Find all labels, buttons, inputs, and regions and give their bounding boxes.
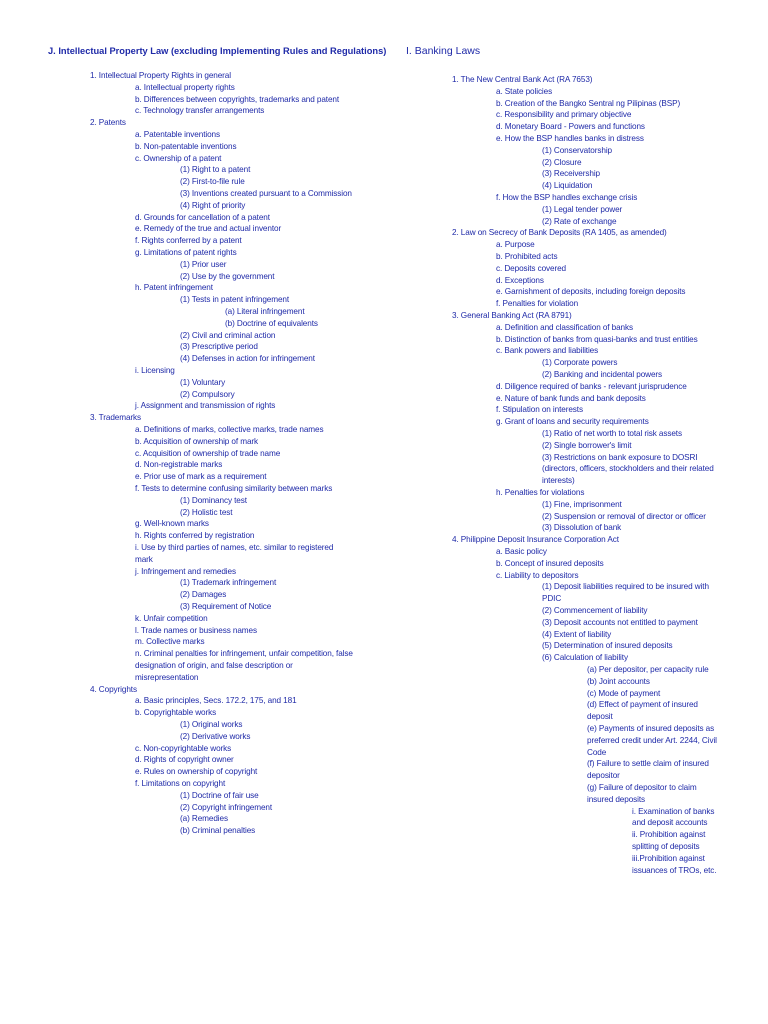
right-outline-line: h. Penalties for violations — [496, 488, 585, 497]
right-outline-line: e. Garnishment of deposits, including foreign deposits — [496, 287, 686, 297]
left-outline-line: b. Differences between copyrights, trademarks and patent — [135, 94, 340, 104]
right-outline-line: (4) Liquidation — [542, 181, 593, 191]
right-outline-line: a. Basic policy — [496, 547, 547, 556]
right-outline-line: interests) — [542, 476, 575, 486]
right-outline-line: (1) Corporate powers — [542, 358, 618, 368]
right-outline-line: (1) Fine, imprisonment — [542, 499, 622, 509]
left-outline-line: b. Acquisition of ownership of mark — [135, 436, 259, 446]
left-outline-line: h. Patent infringement — [135, 283, 213, 293]
left-outline-line: 4. Copyrights — [90, 684, 137, 694]
left-outline-line: e. Rules on ownership of copyright — [135, 767, 258, 777]
left-outline-line: (1) Prior user — [180, 259, 227, 269]
left-outline-line: b. Non-patentable inventions — [135, 141, 237, 151]
left-outline-line: a. Definitions of marks, collective marks, trade names — [135, 425, 324, 434]
right-outline-line: b. Creation of the Bangko Sentral ng Pilipinas (BSP) — [496, 98, 681, 108]
right-outline-line: (6) Calculation of liability — [542, 653, 628, 663]
left-outline-line: (2) Compulsory — [180, 389, 235, 399]
right-outline-line: (2) Suspension or removal of director or officer — [542, 511, 706, 521]
right-outline-line: and deposit accounts — [632, 818, 708, 828]
right-outline-line: c. Responsibility and primary objective — [496, 110, 632, 120]
left-outline-line: f. Rights conferred by a patent — [135, 236, 242, 246]
right-outline-line: (a) Per depositor, per capacity rule — [587, 665, 709, 674]
right-outline-line: depositor — [587, 771, 620, 781]
right-outline-line: splitting of deposits — [632, 842, 700, 851]
left-outline-line: (4) Defenses in action for infringement — [180, 354, 315, 364]
left-outline-line: a. Intellectual property rights — [135, 82, 235, 92]
left-outline-line: (2) Derivative works — [180, 731, 251, 741]
right-outline-line: c. Deposits covered — [496, 263, 567, 273]
left-outline-line: designation of origin, and false description or — [135, 661, 293, 670]
right-outline-line: deposit — [587, 712, 613, 722]
left-outline-line: (b) Criminal penalties — [180, 826, 256, 836]
left-outline-line: (2) Copyright infringement — [180, 802, 273, 812]
left-outline-line: (2) Civil and criminal action — [180, 330, 276, 340]
left-outline-line: (1) Dominancy test — [180, 495, 247, 505]
left-outline-line: (b) Doctrine of equivalents — [225, 318, 318, 328]
right-outline-line: 1. The New Central Bank Act (RA 7653) — [452, 75, 593, 84]
left-outline-line: misrepresentation — [135, 672, 199, 682]
left-outline-line: f. Tests to determine confusing similarity between marks — [135, 484, 333, 493]
left-outline-line: j. Infringement and remedies — [135, 566, 236, 576]
right-outline-line: PDIC — [542, 594, 562, 604]
left-outline-line: g. Limitations of patent rights — [135, 248, 237, 257]
left-outline-line: (3) Inventions created pursuant to a Commission — [180, 189, 352, 198]
left-outline-line: (a) Literal infringement — [225, 307, 305, 316]
left-outline-line: j. Assignment and transmission of rights — [135, 401, 276, 411]
right-outline-line: e. How the BSP handles banks in distress — [496, 134, 644, 143]
right-outline-line: 4. Philippine Deposit Insurance Corporation Act — [452, 535, 619, 545]
right-outline-line: (2) Banking and incidental powers — [542, 370, 663, 379]
right-outline-line: (c) Mode of payment — [587, 688, 661, 698]
right-outline-line: f. How the BSP handles exchange crisis — [496, 193, 638, 202]
left-outline-line: c. Non-copyrightable works — [135, 743, 232, 753]
right-outline-line: (f) Failure to settle claim of insured — [587, 759, 709, 769]
right-outline-line: 2. Law on Secrecy of Bank Deposits (RA 1405, as amended) — [452, 228, 667, 238]
right-outline-line: a. Purpose — [496, 240, 535, 250]
right-outline-line: (b) Joint accounts — [587, 676, 650, 686]
left-outline-line: n. Criminal penalties for infringement, unfair competition, false — [135, 649, 353, 659]
right-outline-line: (1) Deposit liabilities required to be insured with — [542, 582, 709, 592]
right-outline-line: preferred credit under Art. 2244, Civil — [587, 735, 717, 745]
right-section-heading: I. Banking Laws — [406, 45, 481, 57]
left-outline-line: d. Grounds for cancellation of a patent — [135, 212, 270, 222]
left-outline-line: c. Technology transfer arrangements — [135, 106, 265, 116]
left-outline-line: a. Basic principles, Secs. 172.2, 175, and 181 — [135, 696, 297, 706]
right-outline-line: issuances of TROs, etc. — [632, 865, 717, 875]
left-outline-line: f. Limitations on copyright — [135, 779, 226, 788]
left-outline-line: g. Well-known marks — [135, 519, 209, 529]
right-outline-line: (1) Conservatorship — [542, 145, 612, 155]
right-outline-line: b. Prohibited acts — [496, 252, 558, 261]
right-outline-line: (2) Closure — [542, 157, 582, 167]
right-outline-line: a. State policies — [496, 86, 553, 96]
right-outline-line: (3) Dissolution of bank — [542, 523, 622, 533]
left-outline-line: h. Rights conferred by registration — [135, 531, 255, 541]
left-outline-line: mark — [135, 554, 153, 564]
right-outline-line: c. Liability to depositors — [496, 570, 579, 580]
right-outline-line: b. Concept of insured deposits — [496, 558, 604, 568]
left-outline-line: k. Unfair competition — [135, 613, 208, 623]
left-outline-line: (4) Right of priority — [180, 200, 246, 210]
left-outline-line: b. Copyrightable works — [135, 708, 217, 718]
left-outline-line: d. Non-registrable marks — [135, 460, 223, 470]
right-outline-line: g. Grant of loans and security requirements — [496, 417, 649, 427]
right-outline-line: insured deposits — [587, 794, 646, 804]
right-outline-line: a. Definition and classification of banks — [496, 322, 633, 332]
left-outline-line: 2. Patents — [90, 118, 126, 128]
right-outline-line: 3. General Banking Act (RA 8791) — [452, 311, 572, 320]
right-outline-line: d. Diligence required of banks - relevant jurisprudence — [496, 381, 687, 391]
left-outline-line: (a) Remedies — [180, 814, 228, 824]
right-outline-line: (d) Effect of payment of insured — [587, 700, 698, 710]
left-outline-line: (3) Requirement of Notice — [180, 602, 272, 611]
left-outline-line: (2) Use by the government — [180, 271, 275, 281]
left-outline-line: (2) Holistic test — [180, 507, 233, 517]
right-outline-line: Code — [587, 747, 607, 757]
right-outline-line: f. Penalties for violation — [496, 299, 579, 309]
right-outline-line: e. Nature of bank funds and bank deposits — [496, 393, 646, 403]
left-outline-line: e. Prior use of mark as a requirement — [135, 472, 267, 482]
right-outline-line: (3) Deposit accounts not entitled to payment — [542, 617, 698, 627]
right-outline-line: b. Distinction of banks from quasi-banks and trust entities — [496, 334, 698, 344]
right-outline-line: ii. Prohibition against — [632, 830, 706, 840]
right-outline-line: (e) Payments of insured deposits as — [587, 724, 715, 733]
left-outline-line: e. Remedy of the true and actual inventor — [135, 224, 282, 234]
left-outline-line: (2) Damages — [180, 590, 227, 600]
left-outline-line: a. Patentable inventions — [135, 130, 220, 139]
left-outline-line: i. Licensing — [135, 366, 175, 375]
right-outline-line: i. Examination of banks — [632, 806, 715, 816]
right-outline-line: (5) Determination of insured deposits — [542, 641, 673, 651]
right-outline-line: (3) Receivership — [542, 169, 601, 179]
right-outline-line: (4) Extent of liability — [542, 629, 612, 639]
left-outline-line: 1. Intellectual Property Rights in general — [90, 71, 231, 80]
right-outline-line: (1) Ratio of net worth to total risk assets — [542, 429, 682, 438]
right-outline-line: iii.Prohibition against — [632, 853, 705, 863]
right-outline-line: (2) Commencement of liability — [542, 606, 648, 615]
left-outline-line: (1) Right to a patent — [180, 165, 251, 175]
left-outline-line: 3. Trademarks — [90, 413, 142, 423]
right-outline-line: (2) Single borrower's limit — [542, 440, 632, 450]
left-outline-line: i. Use by third parties of names, etc. similar to registered — [135, 543, 334, 552]
right-outline-line: (3) Restrictions on bank exposure to DOSRI — [542, 452, 698, 462]
left-section-heading: J. Intellectual Property Law (excluding Implementing Rules and Regulations) — [48, 46, 387, 56]
right-outline-line: d. Exceptions — [496, 275, 544, 285]
left-outline-line: c. Ownership of a patent — [135, 153, 222, 163]
right-outline-line: (directors, officers, stockholders and their related — [542, 464, 714, 474]
right-outline-line: (g) Failure of depositor to claim — [587, 783, 697, 792]
right-outline-line: (1) Legal tender power — [542, 204, 623, 214]
left-outline-line: (1) Tests in patent infringement — [180, 295, 290, 305]
left-outline-line: c. Acquisition of ownership of trade name — [135, 448, 281, 458]
left-outline-line: (1) Doctrine of fair use — [180, 790, 259, 800]
left-outline-line: m. Collective marks — [135, 637, 205, 647]
right-outline-line: d. Monetary Board - Powers and functions — [496, 122, 645, 132]
left-outline-line: d. Rights of copyright owner — [135, 755, 234, 765]
right-outline-line: f. Stipulation on interests — [496, 405, 583, 415]
right-outline-line: (2) Rate of exchange — [542, 216, 617, 226]
left-outline-line: (2) First-to-file rule — [180, 177, 245, 187]
left-outline-line: (1) Original works — [180, 720, 243, 729]
left-outline-line: l. Trade names or business names — [135, 625, 257, 635]
left-outline-line: (3) Prescriptive period — [180, 342, 258, 352]
right-outline-line: c. Bank powers and liabilities — [496, 346, 599, 356]
left-outline-line: (1) Voluntary — [180, 377, 226, 387]
left-outline-line: (1) Trademark infringement — [180, 578, 277, 588]
